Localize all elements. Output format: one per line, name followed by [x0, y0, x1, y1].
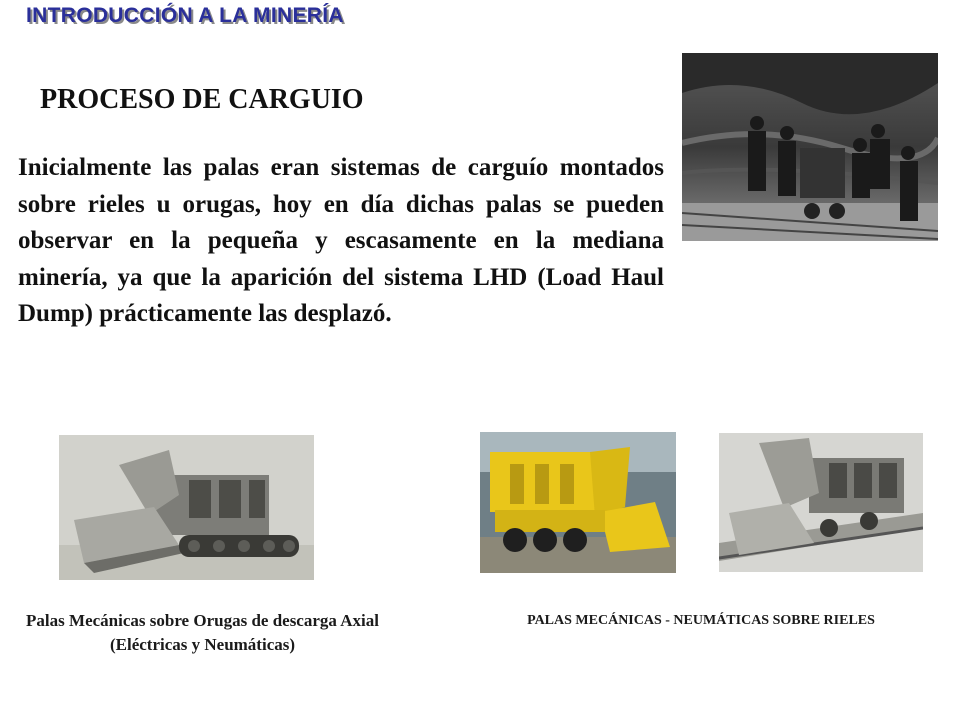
slide-header: INTRODUCCIÓN A LA MINERÍA — [26, 4, 344, 27]
caption-crawler-shovels: Palas Mecánicas sobre Orugas de descarga Axial (Eléctricas y Neumáticas) — [26, 611, 379, 654]
yellow-rail-loader-photo — [480, 432, 676, 573]
slide-title: PROCESO DE CARGUIO — [40, 84, 364, 115]
rail-shovel-image — [719, 433, 923, 572]
slide-body-text: Inicialmente las palas eran sistemas de carguío montados sobre rieles u orugas, hoy en día dichas palas se pueden observar en la pequeña y escasamente en la mediana minería, ya que la aparición del sistema LHD (Load Haul Dump) prácticamente las desplazó. — [18, 154, 664, 327]
caption-rail-shovels: PALAS MECÁNICAS - NEUMÁTICAS SOBRE RIELES — [527, 613, 875, 628]
crawler-shovel-image — [59, 435, 314, 580]
miners-photo — [682, 53, 938, 241]
